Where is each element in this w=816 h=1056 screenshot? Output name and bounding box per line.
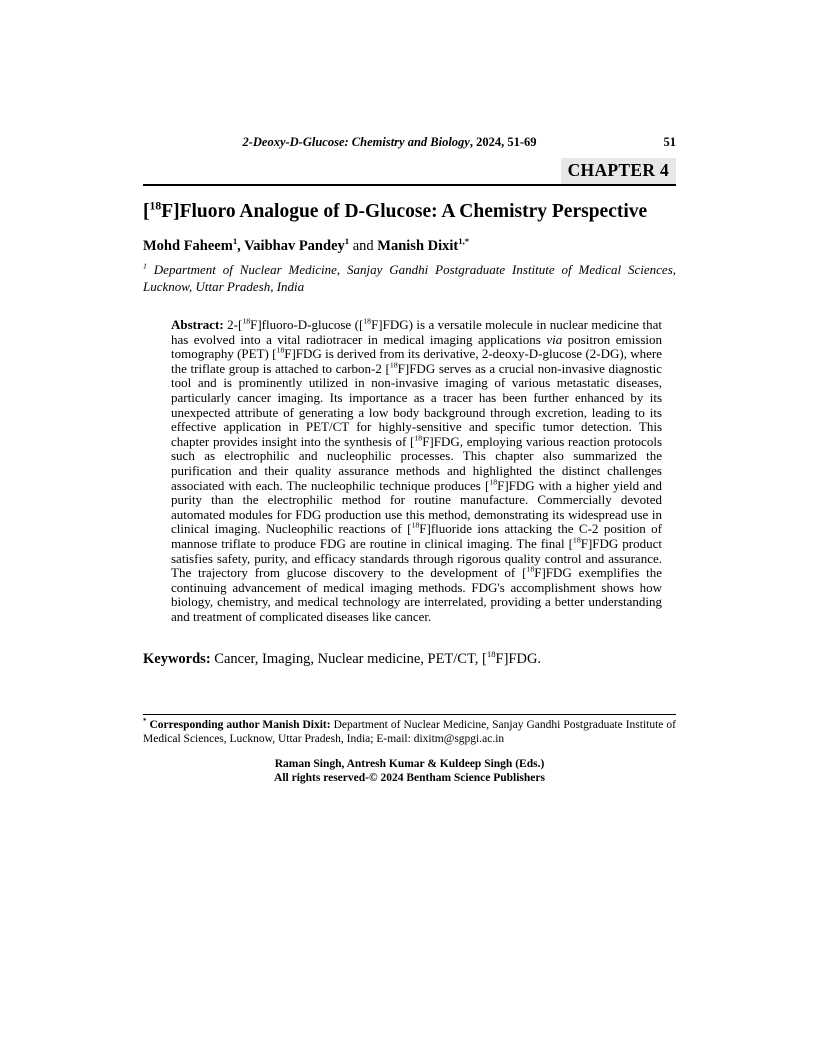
corresponding-author-footnote: * Corresponding author Manish Dixit: Department of Nuclear Medicine, Sanjay Gandhi Postgraduate Institute of Medical Sciences, Lucknow, Uttar Pradesh, India; E-mail: dixitm@sgpgi.ac.in — [143, 714, 676, 746]
copyright-line: All rights reserved-© 2024 Bentham Science Publishers — [274, 771, 545, 784]
running-head-title: 2-Deoxy-D-Glucose: Chemistry and Biology, 2024, 51-69 — [242, 135, 537, 149]
chapter-banner-row — [143, 158, 676, 186]
chapter-badge: CHAPTER 4 — [561, 158, 676, 184]
keywords-line: Keywords: Cancer, Imaging, Nuclear medicine, PET/CT, [$^{18}$F]FDG. — [143, 649, 542, 668]
abstract-paragraph: Abstract: 2-[$^{18}$F]fluoro-D-glucose ([$^{18}$F]FDG) is a versatile molecule in nuclear medicine that has evolved into a vital radiotracer in medical imaging applications via positron emission tomography (PET) [$^{18}$F]FDG is derived from its derivative, 2-deoxy-D-glucose (2-DG), where the triflate group is attached to carbon-2 [$^{18}$F]FDG serves as a crucial non-invasive diagnostic tool and is prominently utilized in non-invasive imaging of various metastatic diseases, particularly cancer imaging. Its importance as a tracer has been further enhanced by its unexpected attribute of generating a low body background through excretion, leading to its effective application in PET/CT for highly-sensitive and specific tumor detection. This chapter provides insight into the synthesis of [$^{18}$F]FDG, employing various reaction protocols such as electrophilic and nucleophilic processes. This chapter also summarized the purification and their quality assurance methods and highlighted the distinct challenges associated with each. The nucleophilic technique produces [$^{18}$F]FDG with a higher yield and purity than the electrophilic method for routine manufacture. Commercially devoted automated modules for FDG production use this method, demonstrating its widespread use in clinical imaging. Nucleophilic reactions of [$^{18}$F]fluoride ions attacking the C-2 position of mannose triflate to produce FDG are routine in clinical imaging. The final [$^{18}$F]FDG product satisfies safety, purity, and efficacy standards through rigorous quality control and assurance. The trajectory from glucose discovery to the development of [$^{18}$F]FDG exemplifies the continuing advancement of medical imaging methods. FDG's accomplishment shows how biology, chemistry, and medical technology are interrelated, providing a better understanding and treatment of complicated diseases like cancer. — [171, 316, 662, 624]
publisher-footer — [143, 758, 676, 785]
editors-line: Raman Singh, Antresh Kumar & Kuldeep Singh (Eds.) — [274, 758, 545, 771]
page-title: [$^{18}$F]Fluoro Analogue of D-Glucose: A Chemistry Perspective — [143, 199, 648, 222]
affiliation-line: $^1$ Department of Nuclear Medicine, Sanjay Gandhi Postgraduate Institute of Medical Sciences, Lucknow, Uttar Pradesh, India — [143, 261, 676, 294]
authors-line: Mohd Faheem$^1$, Vaibhav Pandey$^1$ and Manish Dixit$^{1,*}$ — [143, 236, 470, 254]
page-content — [143, 135, 676, 785]
page-number: 51 — [663, 135, 676, 149]
running-head — [143, 135, 676, 150]
